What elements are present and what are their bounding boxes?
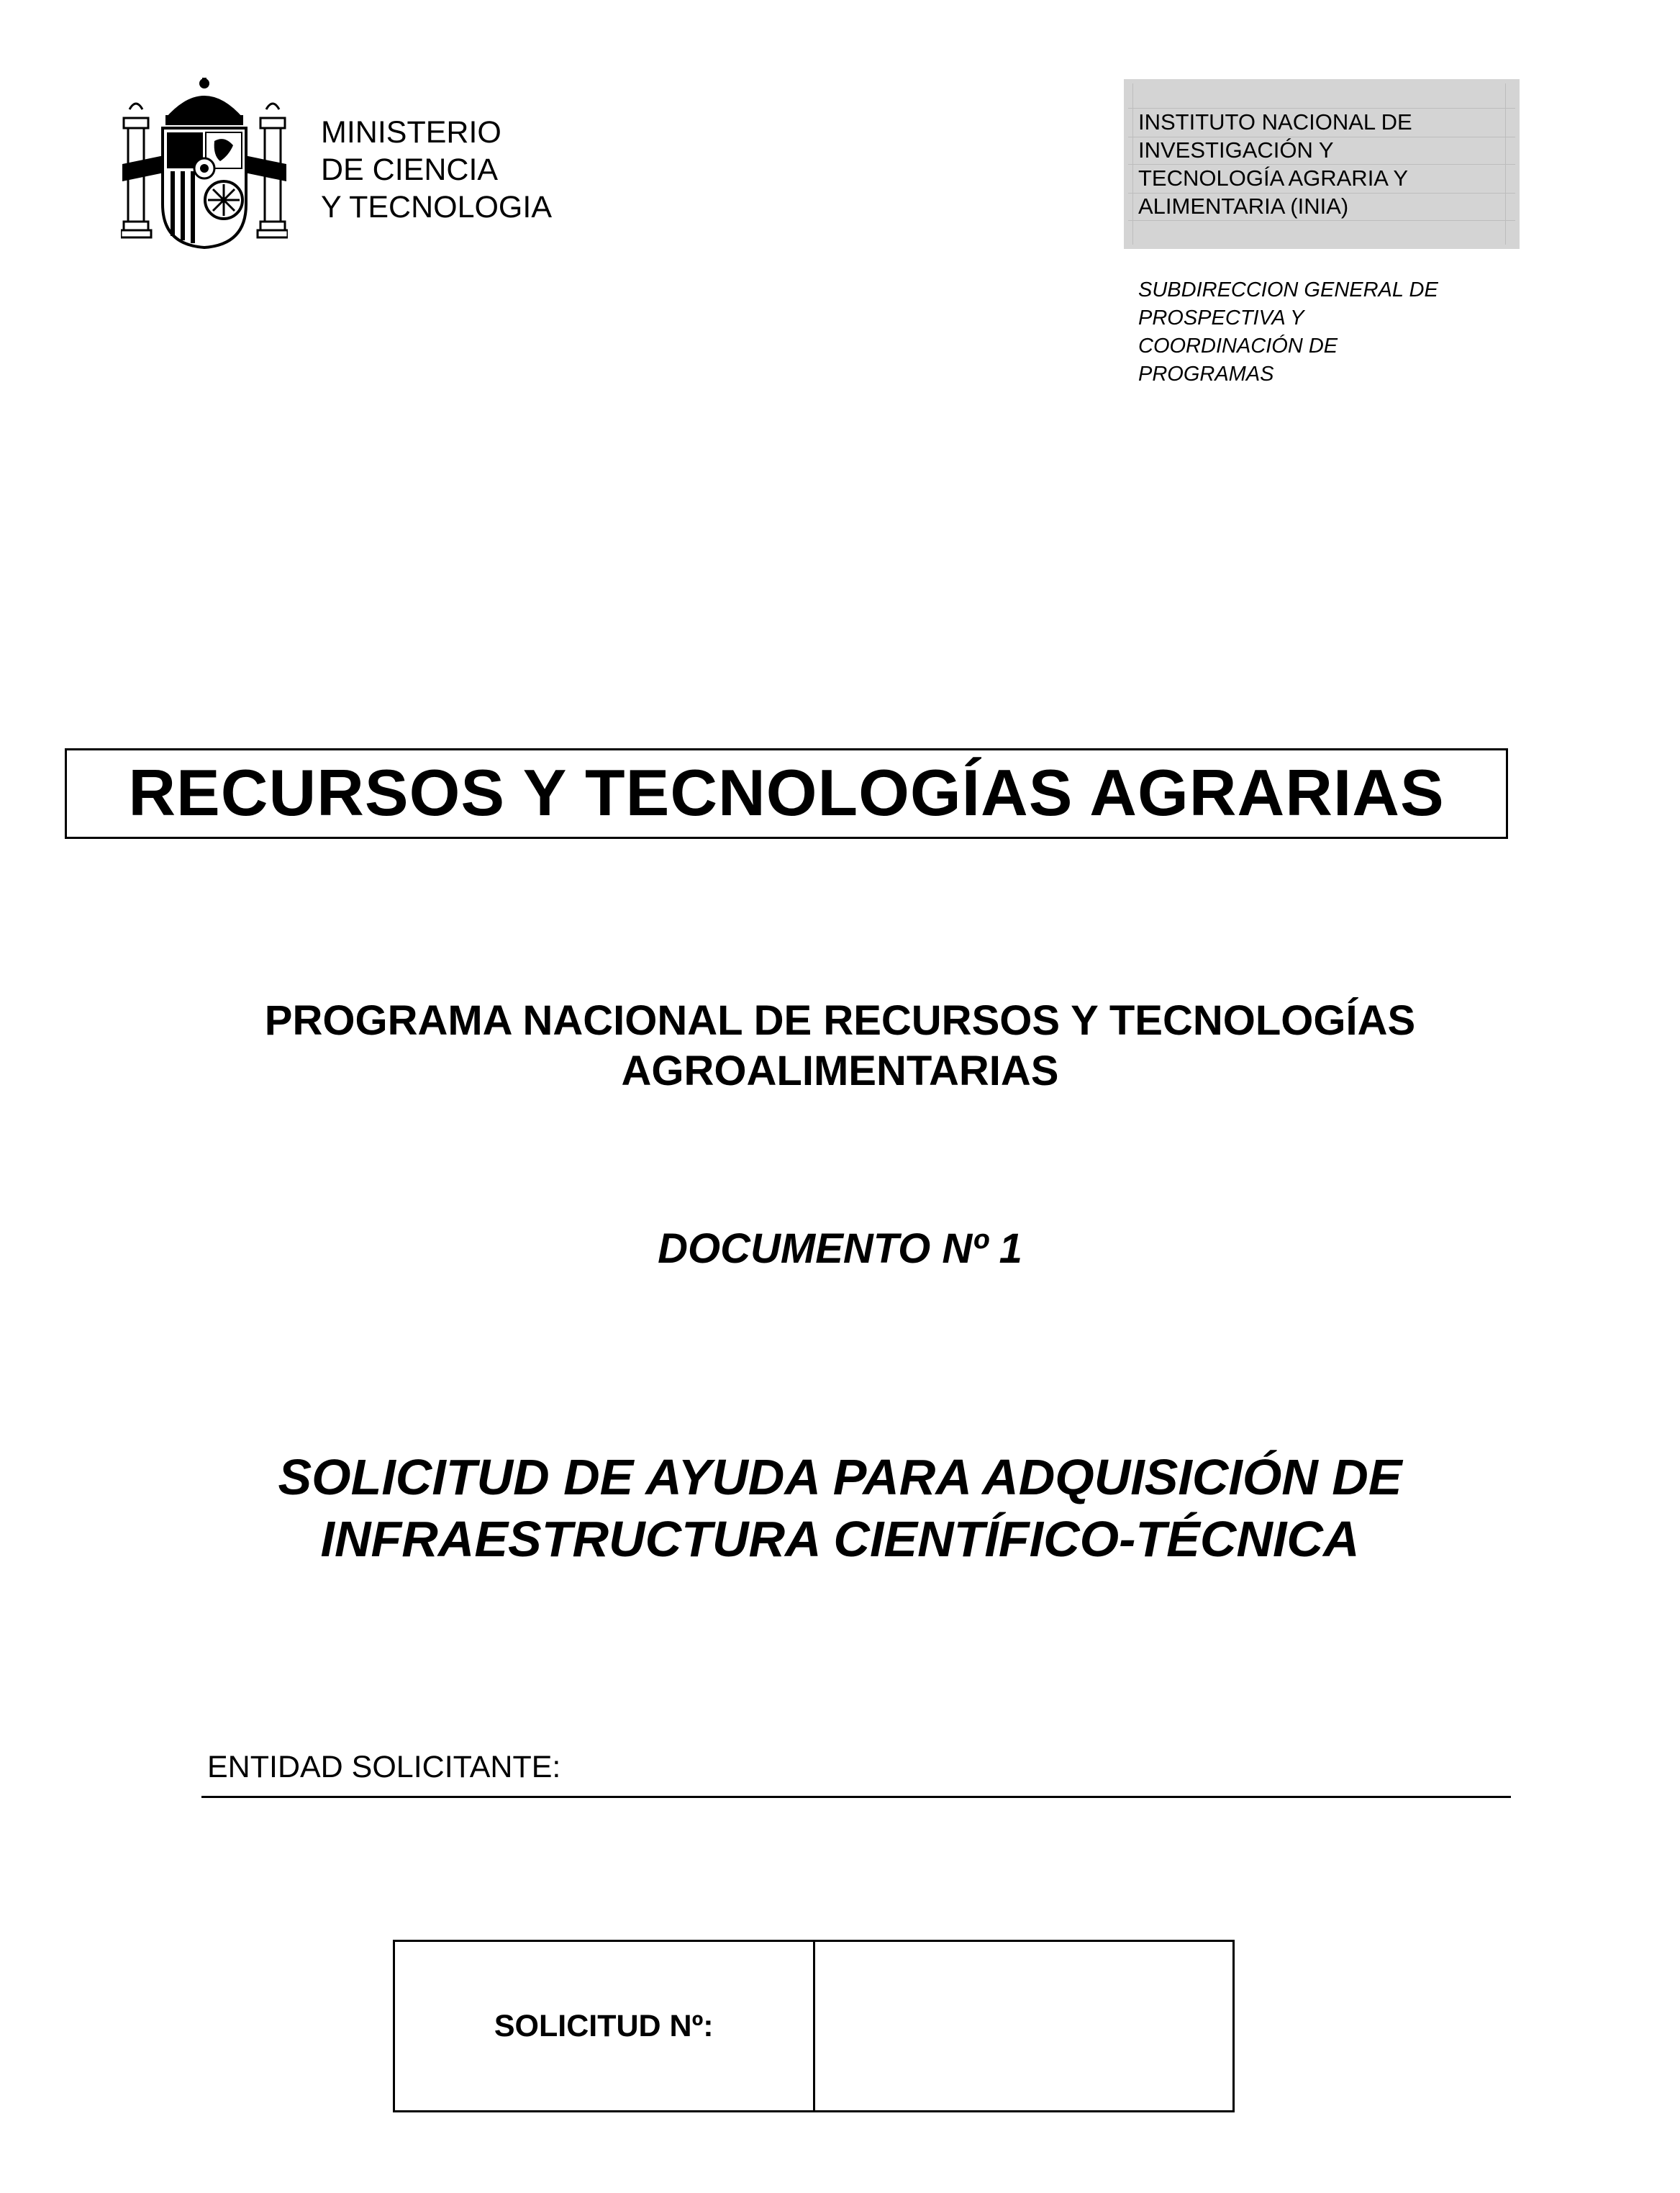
institute-line: ALIMENTARIA (INIA)	[1138, 194, 1349, 219]
program-name	[0, 996, 1680, 1096]
request-number-box	[393, 1940, 1235, 2112]
entity-field-line[interactable]	[201, 1796, 1511, 1798]
institute-line: INVESTIGACIÓN Y	[1138, 137, 1334, 163]
ministry-line: DE CIENCIA	[321, 153, 499, 187]
request-title-line: SOLICITUD DE AYUDA PARA ADQUISICIÓN DE	[278, 1449, 1402, 1505]
entity-label: ENTIDAD SOLICITANTE:	[207, 1750, 561, 1784]
subdirection-line: PROGRAMAS	[1138, 363, 1274, 386]
institute-line: INSTITUTO NACIONAL DE	[1138, 109, 1412, 135]
spain-coat-of-arms-icon	[121, 78, 288, 250]
program-line: PROGRAMA NACIONAL DE RECURSOS Y TECNOLOGÍAS	[264, 997, 1416, 1044]
subdirection-name	[1138, 276, 1438, 389]
request-number-field[interactable]	[813, 1942, 1233, 2110]
request-title-line: INFRAESTRUCTURA CIENTÍFICO-TÉCNICA	[320, 1511, 1360, 1567]
subdirection-line: SUBDIRECCION GENERAL DE	[1138, 278, 1438, 301]
document-number: DOCUMENTO Nº 1	[658, 1225, 1022, 1272]
main-title-box	[65, 748, 1508, 839]
subdirection-line: PROSPECTIVA Y	[1138, 307, 1304, 330]
institute-line: TECNOLOGÍA AGRARIA Y	[1138, 165, 1408, 191]
request-title	[0, 1446, 1680, 1570]
institute-name	[1138, 108, 1412, 220]
main-title: RECURSOS Y TECNOLOGÍAS AGRARIAS	[128, 757, 1445, 830]
ministry-line: Y TECNOLOGIA	[321, 190, 553, 224]
subdirection-line: COORDINACIÓN DE	[1138, 335, 1338, 358]
institute-box	[1124, 79, 1520, 249]
request-number-label: SOLICITUD Nº:	[494, 2008, 714, 2043]
program-line: AGROALIMENTARIAS	[621, 1048, 1059, 1094]
ministry-name	[321, 114, 552, 226]
ministry-line: MINISTERIO	[321, 115, 501, 150]
request-number-label-cell	[395, 1942, 813, 2110]
